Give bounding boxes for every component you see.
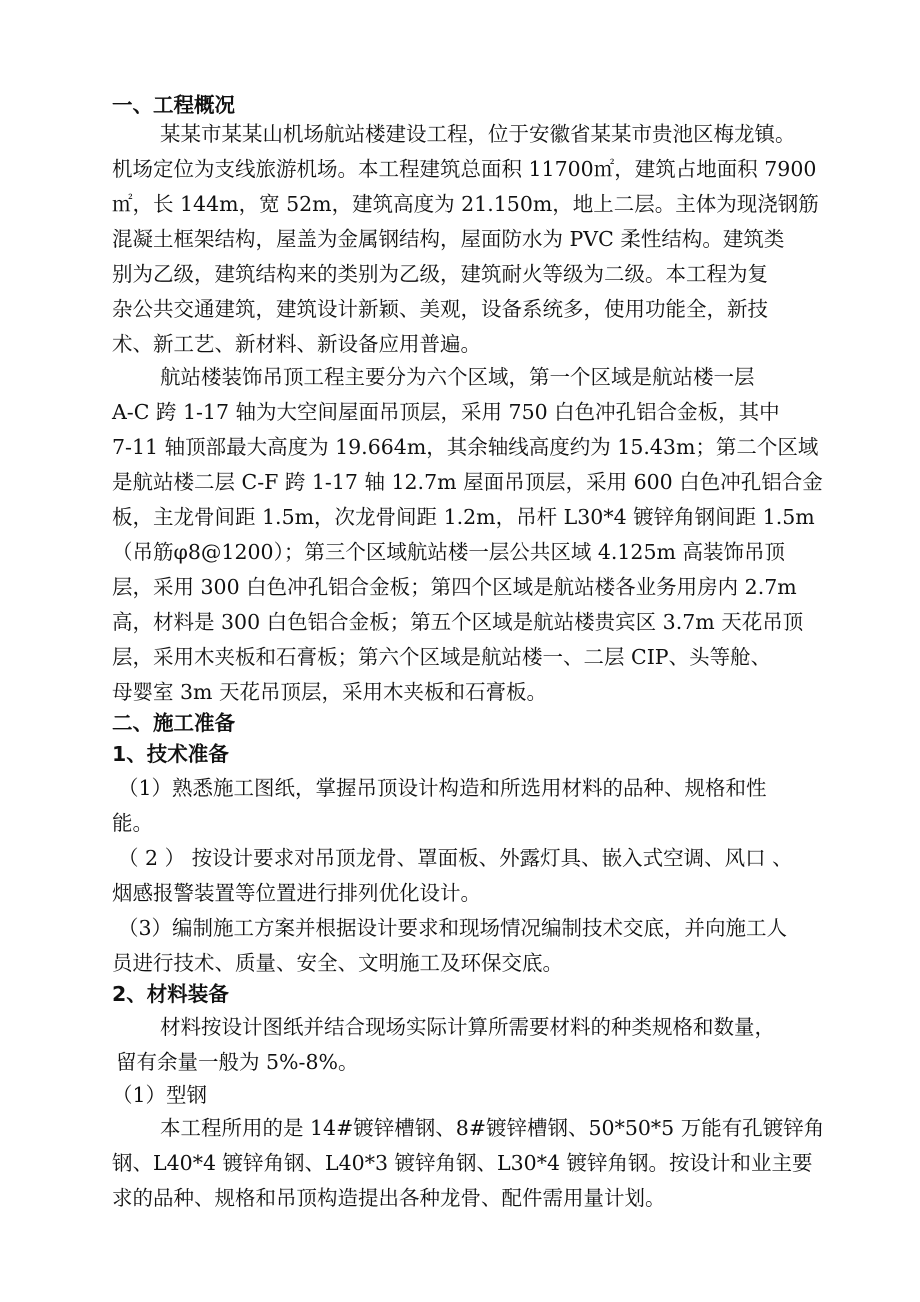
paragraph-line: 材料按设计图纸并结合现场实际计算所需要材料的种类规格和数量，	[160, 1015, 775, 1039]
paragraph-line: 混凝土框架结构，屋盖为金属钢结构，屋面防水为 PVC 柔性结构。建筑类	[112, 227, 785, 251]
paragraph-line: 层，采用木夹板和石膏板；第六个区域是航站楼一、二层 CIP、头等舱、	[112, 645, 772, 669]
list-item-line: （3）编制施工方案并根据设计要求和现场情况编制技术交底，并向施工人	[118, 916, 788, 940]
paragraph-line: 求的品种、规格和吊顶构造提出各种龙骨、配件需用量计划。	[112, 1186, 666, 1210]
paragraph-line: 别为乙级，建筑结构来的类别为乙级，建筑耐火等级为二级。本工程为复	[112, 262, 768, 286]
paragraph-line: 留有余量一般为 5%-8%。	[116, 1050, 359, 1074]
paragraph-line: 是航站楼二层 C-F 跨 1-17 轴 12.7m 屋面吊顶层，采用 600 白色冲孔铝合金	[112, 470, 823, 494]
subsection-heading-materials: 2、材料装备	[112, 982, 229, 1006]
section-heading-preparation: 二、施工准备	[112, 711, 235, 735]
subsection-heading-technical: 1、技术准备	[112, 742, 229, 766]
paragraph-line: A-C 跨 1-17 轴为大空间屋面吊顶层，采用 750 白色冲孔铝合金板，其中	[112, 400, 780, 424]
paragraph-line: 本工程所用的是 14#镀锌槽钢、8#镀锌槽钢、50*50*5 万能有孔镀锌角	[160, 1116, 825, 1140]
list-item-line: （ 2 ） 按设计要求对吊顶龙骨、罩面板、外露灯具、嵌入式空调、风口 、	[118, 846, 793, 870]
paragraph-line: 杂公共交通建筑，建筑设计新颖、美观，设备系统多，使用功能全，新技	[112, 297, 768, 321]
section-heading-overview: 一、工程概况	[112, 93, 235, 117]
list-item-line: 员进行技术、质量、安全、文明施工及环保交底。	[112, 951, 563, 975]
paragraph-line: 某某市某某山机场航站楼建设工程，位于安徽省某某市贵池区梅龙镇。	[160, 122, 796, 146]
paragraph-line: 钢、L40*4 镀锌角钢、L40*3 镀锌角钢、L30*4 镀锌角钢。按设计和业主要	[112, 1151, 813, 1175]
paragraph-line: 板，主龙骨间距 1.5m，次龙骨间距 1.2m，吊杆 L30*4 镀锌角钢间距 1.5m	[112, 505, 815, 529]
paragraph-line: 层，采用 300 白色冲孔铝合金板；第四个区域是航站楼各业务用房内 2.7m	[112, 575, 797, 599]
list-item-line: （1）熟悉施工图纸，掌握吊顶设计构造和所选用材料的品种、规格和性	[118, 776, 767, 800]
paragraph-line: ㎡，长 144m，宽 52m，建筑高度为 21.150m，地上二层。主体为现浇钢筋	[112, 192, 819, 216]
paragraph-line: 母婴室 3m 天花吊顶层，采用木夹板和石膏板。	[112, 680, 548, 704]
list-item-line: 烟感报警装置等位置进行排列优化设计。	[112, 881, 481, 905]
paragraph-line: 7-11 轴顶部最大高度为 19.664m，其余轴线高度约为 15.43m；第二个区域	[112, 435, 819, 459]
paragraph-line: （吊筋φ8@1200）；第三个区域航站楼一层公共区域 4.125m 高装饰吊顶	[112, 540, 785, 564]
paragraph-line: 高，材料是 300 白色铝合金板；第五个区域是航站楼贵宾区 3.7m 天花吊顶	[112, 610, 804, 634]
paragraph-line: 航站楼装饰吊顶工程主要分为六个区域，第一个区域是航站楼一层	[160, 365, 755, 389]
paragraph-line: 机场定位为支线旅游机场。本工程建筑总面积 11700㎡，建筑占地面积 7900	[112, 157, 817, 181]
list-item-line: 能。	[112, 811, 153, 835]
paragraph-line: 术、新工艺、新材料、新设备应用普遍。	[112, 332, 481, 356]
list-item-label-steel: （1）型钢	[112, 1083, 208, 1107]
